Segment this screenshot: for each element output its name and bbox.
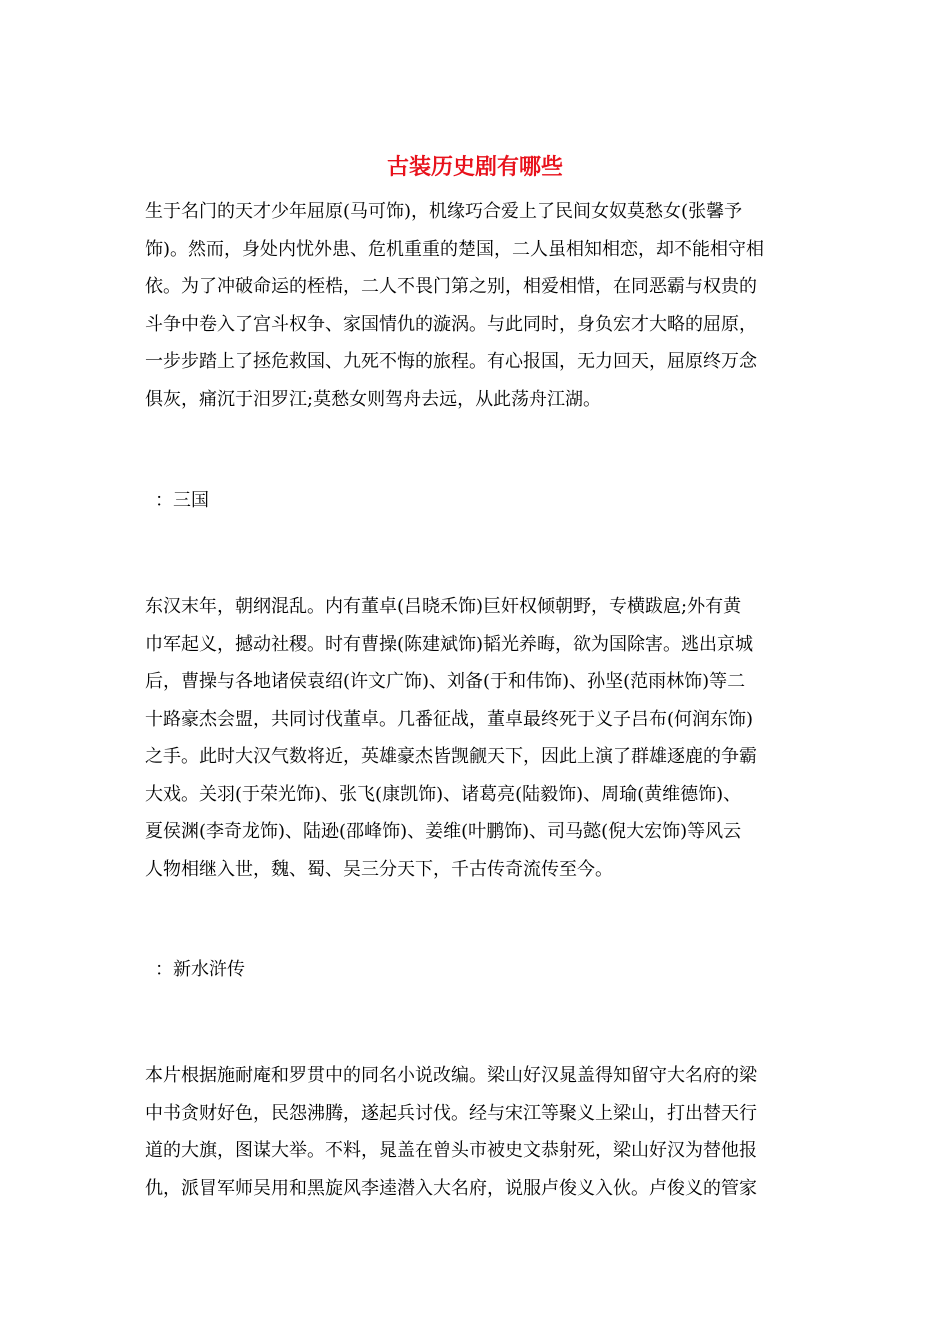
paragraph-line: 十路豪杰会盟，共同讨伐董卓。几番征战，董卓最终死于义子吕布(何润东饰) <box>145 708 754 730</box>
shuihu-paragraph <box>145 1057 809 1207</box>
document-title: 古装历史剧有哪些 <box>386 155 563 180</box>
paragraph-line: 大戏。关羽(于荣光饰)、张飞(康凯饰)、诸葛亮(陆毅饰)、周瑜(黄维德饰)、 <box>145 783 742 805</box>
paragraph-line: 饰)。然而，身处内忧外患、危机重重的楚国，二人虽相知相恋，却不能相守相 <box>145 238 765 260</box>
paragraph-line: 人物相继入世，魏、蜀、吴三分天下，千古传奇流传至今。 <box>145 858 613 880</box>
paragraph-line: 之手。此时大汉气数将近，英雄豪杰皆觊觎天下，因此上演了群雄逐鹿的争霸 <box>145 746 757 767</box>
paragraph-line: 仇，派冒军师吴用和黑旋风李逵潜入大名府，说服卢俊义入伙。卢俊义的管家 <box>145 1177 757 1199</box>
paragraph-line: 一步步踏上了拯危救国、九死不悔的旅程。有心报国，无力回天，屈原终万念 <box>145 351 757 372</box>
paragraph-line: 俱灰，痛沉于汨罗江;莫愁女则驾舟去远，从此荡舟江湖。 <box>145 388 602 410</box>
paragraph-line: 巾军起义，撼动社稷。时有曹操(陈建斌饰)韬光养晦，欲为国除害。逃出京城 <box>145 633 754 655</box>
intro-paragraph <box>145 193 809 418</box>
paragraph-line: 本片根据施耐庵和罗贯中的同名小说改编。梁山好汉晁盖得知留守大名府的梁 <box>145 1065 757 1086</box>
paragraph-line: 依。为了冲破命运的桎梏，二人不畏门第之别，相爱相惜，在同恶霸与权贵的 <box>145 276 757 297</box>
paragraph-line: 后，曹操与各地诸侯袁绍(许文广饰)、刘备(于和伟饰)、孙坚(范雨林饰)等二 <box>145 671 746 692</box>
sanguo-paragraph <box>145 588 809 888</box>
paragraph-line: 道的大旗，图谋大举。不料，晁盖在曾头市被史文恭射死，梁山好汉为替他报 <box>145 1140 757 1161</box>
paragraph-line: 生于名门的天才少年屈原(马可饰)，机缘巧合爱上了民间女奴莫愁女(张馨予 <box>145 201 743 222</box>
section-heading-sanguo: ：三国 <box>155 490 209 511</box>
paragraph-line: 中书贪财好色，民怨沸腾，遂起兵讨伐。经与宋江等聚义上梁山，打出替天行 <box>145 1102 757 1124</box>
paragraph-line: 夏侯渊(李奇龙饰)、陆逊(邵峰饰)、姜维(叶鹏饰)、司马懿(倪大宏饰)等风云 <box>145 821 742 842</box>
section-heading-shuihu: ：新水浒传 <box>155 959 245 980</box>
paragraph-line: 斗争中卷入了宫斗权争、家国情仇的漩涡。与此同时，身负宏才大略的屈原， <box>145 313 757 335</box>
paragraph-line: 东汉末年，朝纲混乱。内有董卓(吕晓禾饰)巨奸权倾朝野，专横跋扈;外有黄 <box>145 596 742 617</box>
